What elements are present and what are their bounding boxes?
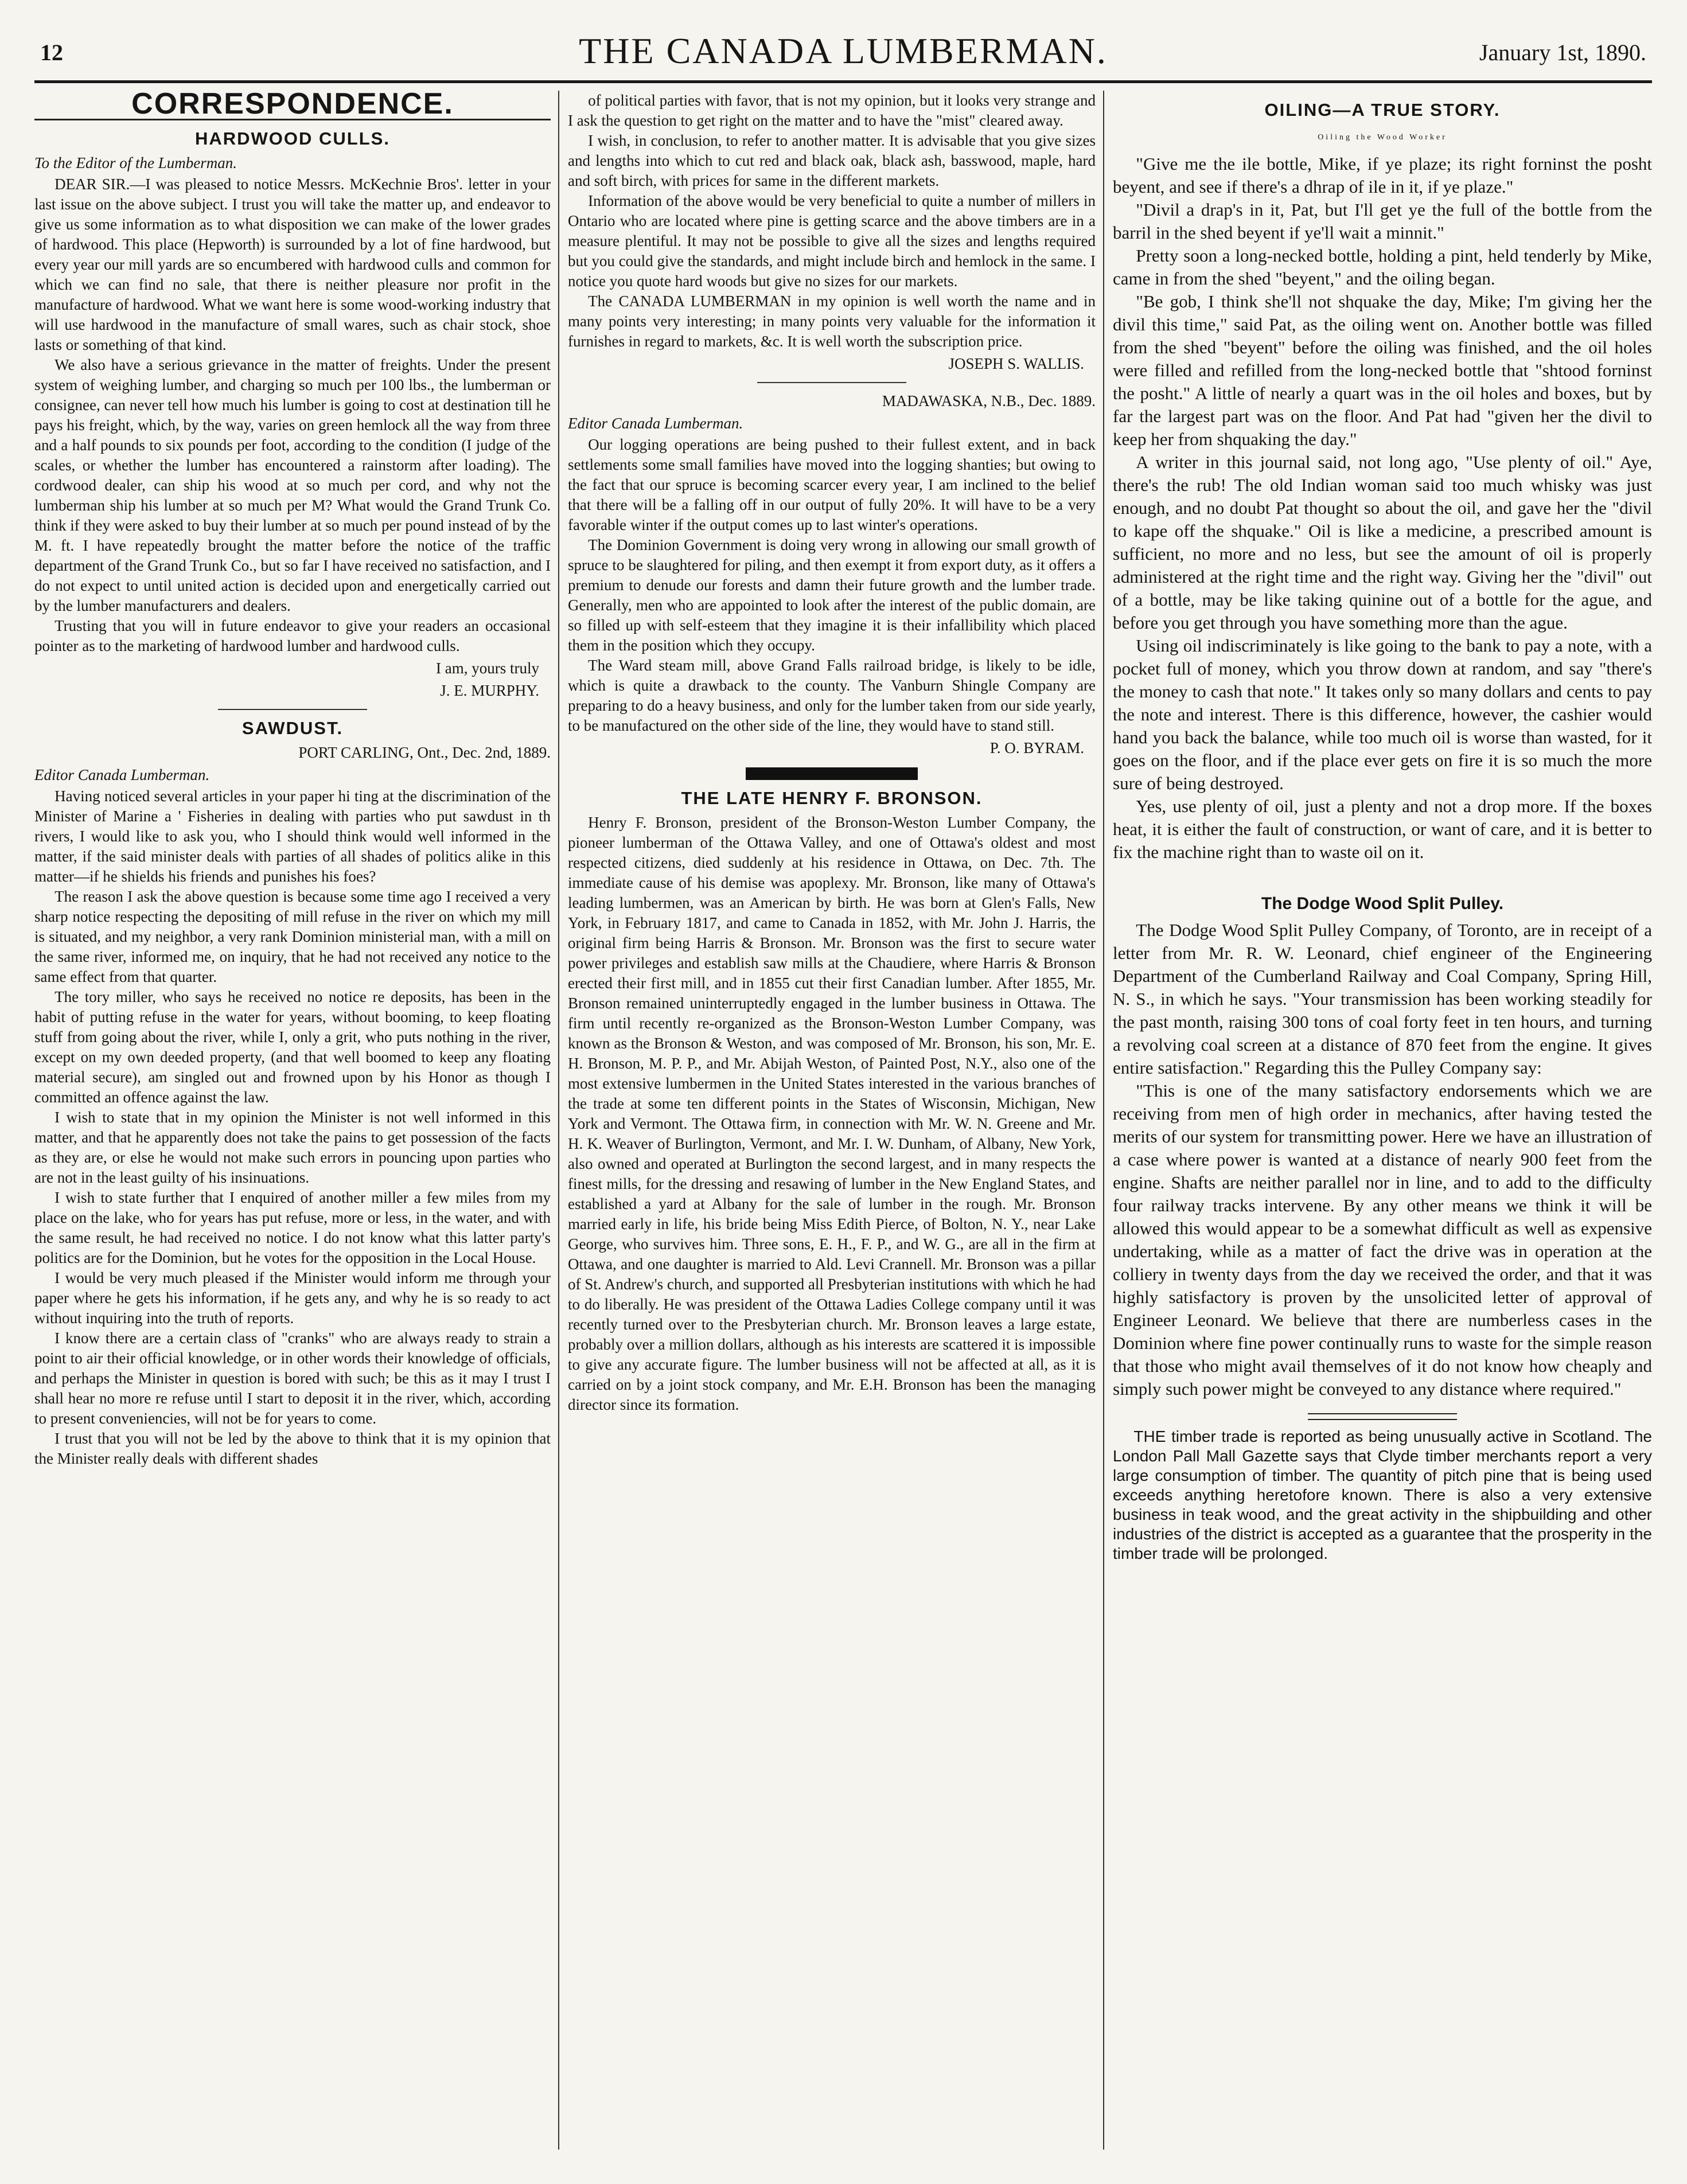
divider [218,709,367,710]
article-heading: HARDWOOD CULLS. [195,128,390,149]
divider [1308,1413,1457,1420]
paragraph: Using oil indiscriminately is like going to the bank to pay a note, with a pocket full of money, which you throw down at random, and say "there's the money to cash that note." It takes only so many dollars and cents to pay the note and interest. There is this difference, however, the cashier would hand you back the balance, while too much oil is worse than wasted, for it goes on the floor, and if the place ever gets on fire it is so much the more sure of being destroyed. [1113,635,1652,793]
spacer [1113,864,1652,887]
column-rule [1103,91,1104,2150]
dateline: MADAWASKA, N.B., Dec. 1889. [882,392,1096,410]
column-1 [34,91,551,2150]
paragraph: The Dodge Wood Split Pulley Company, of Toronto, are in receipt of a letter from Mr. R. W. Leonard, chief engineer of the Engineering Department of the Cumberland Railway and Coal Company, Spring Hill, N. S., in which he says. "Your transmission has been working steadily for the past month, raising 300 tons of coal forty feet in ten hours, and turning a revolving coal screen at a distance of 870 feet from the engine. It gives entire satisfaction." Regarding this the Pulley Company say: [1113,920,1652,1078]
paragraph: The tory miller, who says he received no notice re deposits, has been in the habit of putting refuse in the water for years, without booming, to keep floating stuff from going about the river, while I, only a grit, who puts nothing in the river, except on my own deeded property, (and that well boomed to keep any floating material secure), am singled out and frowned upon by his Honor as though I committed an offence against the law. [34,988,551,1106]
paragraph: I wish to state further that I enquired of another miller a few miles from my place on the lake, who for years has put refuse, more or less, in the water, and with the same result, he had received no notice. I do not know what this latter party's politics are for the Dominion, but he votes for the opposition in the Local House. [34,1189,551,1266]
paragraph: The Ward steam mill, above Grand Falls railroad bridge, is likely to be idle, which is quite a drawback to the county. The Vanburn Shingle Company are preparing to do a heavy business, and only for the lumber taken from our side yearly, to be manufactured on the other side of the line, they would have to stand still. [568,657,1096,734]
page-number: 12 [40,40,63,65]
paragraph: Pretty soon a long-necked bottle, holding a pint, held tenderly by Mike, came in from the shed "beyent," and the oiling began. [1113,245,1652,288]
newspaper-page [34,23,1652,2156]
paragraph: Trusting that you will in future endeavor to give your readers an occasional pointer as to the marketing of hardwood lumber and hardwood culls. [34,617,551,654]
article-heading: OILING—A TRUE STORY. [1264,100,1501,120]
dateline: PORT CARLING, Ont., Dec. 2nd, 1889. [298,744,551,761]
paragraph: "Give me the ile bottle, Mike, if ye plaze; its right forninst the posht beyent, and see if there's a dhrap of ile in it, if ye plaze." [1113,154,1652,197]
paragraph: "Be gob, I think she'll not shquake the day, Mike; I'm giving her the divil this time," said Pat, as the oiling went on. Another bottle was filled from the shed "beyent" before the oiling was finished, and the oil holes were filled and refilled from the long-necked bottle that "shtood forninst the posht." A little of nearly a quart was in the oil holes and boxes, but by far the largest part was on the floor. And Pat had "given her the divil to keep her from shquaking the day." [1113,291,1652,449]
paragraph: I would be very much pleased if the Minister would inform me through your paper where he gets his information, if he gets any, and why he is so ready to act without inquiring into the truth of reports. [34,1269,551,1327]
paragraph: The Dominion Government is doing very wrong in allowing our small growth of spruce to be slaughtered for piling, and then exempt it from export duty, as it offers a premium to denude our forests and damn their future growth and the lumber trade. Generally, men who are appointed to look after the interest of the public domain, are so filled up with self-esteem that they imagine it is their infallibility which placed them in the position which they occupy. [568,536,1096,654]
article-heading: SAWDUST. [241,718,344,738]
paragraph: Having noticed several articles in your paper hi ting at the discrimination of the Minister of Marine a ' Fisheries in dealing with parties who put sawdust in th rivers, I would like to ask you, who I should think would well informed in the matter, if the said minister deals with parties of all shades of politics alike in this matter—if he shields his friends and punishes his foes? [34,787,551,885]
paragraph: THE timber trade is reported as being unusually active in Scotland. The London Pall Mall Gazette says that Clyde timber merchants report a very large consumption of timber. The quantity of pitch pine that is being used exceeds anything heretofore known. There is also a very extensive business in teak wood, and the great activity in the shipbuilding and other industries of the district is accepted as a guarantee that the prosperity in the timber trade will be prolonged. [1113,1428,1652,1562]
paragraph: I know there are a certain class of "cranks" who are always ready to strain a point to air their official knowledge, or in other words their knowledge of officials, and perhaps the Minister in question is bored with such; be this as it may I trust I shall hear no more re refuse until I start to deposit it in the river, which, according to present conveniencies, will not be for years to come. [34,1329,551,1427]
paragraph: "Divil a drap's in it, Pat, but I'll get ye the full of the bottle from the barril in the shed beyent if ye'll wait a minnit." [1113,200,1652,243]
paragraph: I wish, in conclusion, to refer to another matter. It is advisable that you give sizes and lengths into which to cut red and black oak, black ash, basswood, maple, hard and soft birch, with prices for same in the different markets. [568,132,1096,189]
paragraph: Our logging operations are being pushed to their fullest extent, and in back settlements some small families have moved into the logging shanties; but owing to the fact that our spruce is becoming scarcer every year, I am inclined to the belief that there will be a falling off in our output of fully 20%. It will have to be a very favorable winter if the output comes up to last winter's operations. [568,436,1096,533]
issue-date: January 1st, 1890. [1479,40,1646,65]
paragraph: The CANADA LUMBERMAN in my opinion is well worth the name and in many points very interesting; in many points very valuable for the information it furnishes in regard to markets, &c. It is well worth the subscription price. [568,292,1096,350]
article-heading: The Dodge Wood Split Pulley. [1261,894,1504,913]
salutation: To the Editor of the Lumberman. [34,154,237,171]
paragraph: DEAR SIR.—I was pleased to notice Messrs. McKechnie Bros'. letter in your last issue on the above subject. I trust you will take the matter up, and endeavor to give us some information as to what disposition we can make of the lower grades of hardwood. This place (Hepworth) is surrounded by a lot of fine hardwood, but every year our mill yards are so encumbered with hardwood culls and common for which we can find no sale, that there is neither pleasure nor profit in the manufacture of hardwood. What we want here is some wood-working industry that will use hardwood in the manufacture of small wares, such as chair stock, shoe lasts or something of that kind. [34,176,551,353]
signature: P. O. BYRAM. [989,739,1084,756]
article-heading: THE LATE HENRY F. BRONSON. [681,788,983,808]
paragraph: I wish to state that in my opinion the Minister is not well informed in this matter, and that he apparently does not take the pains to get possession of the facts as they are, or else he would not make such errors in pouncing upon parties who are not in the least guilty of his insinuations. [34,1109,551,1186]
closing: I am, yours truly [436,660,539,677]
section-title: CORRESPONDENCE. [34,94,551,120]
paragraph: "This is one of the many satisfactory endorsements which we are receiving from men of high order in mechanics, after having tested the merits of our system for transmitting power. Here we have an illustration of a case where power is wanted at a distance of nearly 900 feet from the engine. Shafts are neither parallel nor in line, and to add to the difficulty four railway tracks intervene. By any other means we think it will be allowed this would appear to be a somewhat difficult as well as expensive undertaking, while as a matter of fact the drive was in operation at the colliery in twenty days from the day we received the order, and that it was highly satisfactory is proven by the unsolicited letter of approval of Engineer Leonard. We believe that there are numberless cases in the Dominion where fine power continually runs to waste for the simple reason that those who might avail themselves of it do not know how cheaply and simply such power might be conveyed to any distance where required." [1113,1081,1652,1399]
paragraph: A writer in this journal said, not long ago, "Use plenty of oil." Aye, there's the rub! The old Indian woman said too much whisky was just enough, and no doubt Pat thought so about the oil, and gave her the "divil to kape off the shquake." Oil is like a medicine, a prescribed amount is sufficient, no more and no less, but see the amount of oil is properly administered at the right time and the right way. Giving her the "divil" out of a bottle, may be like taking quinine out of a bottle for the ague, and before you get through you have something more than the ague. [1113,452,1652,633]
column-rule [558,91,559,2150]
salutation: Editor Canada Lumberman. [34,766,210,783]
divider-bar [746,767,918,780]
masthead [34,23,1652,83]
signature: J. E. MURPHY. [440,682,539,699]
column-2 [568,91,1096,2150]
divider [757,382,906,383]
byline: Oiling the Wood Worker [1318,133,1447,142]
column-3 [1113,91,1652,2150]
paragraph: of political parties with favor, that is not my opinion, but it looks very strange and I ask the question to get right on the matter and to have the "mist" cleared away. [568,92,1096,129]
salutation: Editor Canada Lumberman. [568,415,743,432]
paragraph: Henry F. Bronson, president of the Bronson-Weston Lumber Company, the pioneer lumberman of the Ottawa Valley, and one of Ottawa's oldest and most respected citizens, died suddenly at his residence in Ottawa, on Dec. 7th. The immediate cause of his demise was apoplexy. Mr. Bronson, like many of Ottawa's leading lumbermen, was an American by birth. He was born at Glen's Falls, New York, in February 1817, and came to Canada in 1852, with Mr. John J. Harris, the original firm being Harris & Bronson. Mr. Bronson was the first to secure water power privileges and establish saw mills at the Chaudiere, where Harris & Bronson erected their first mill, and in 1855 cut their first Canadian lumber. After 1855, Mr. Bronson remained uninterruptedly engaged in the lumber business in Ottawa. The firm until recently re-organized as the Bronson-Weston Lumber Company, was known as the Bronson & Weston, and was composed of Mr. Bronson, his son, Mr. E. H. Bronson, M. P. P., and Mr. Abijah Weston, of Painted Post, N.Y., also one of the most extensive lumbermen in the United States interested in the various branches of the trade at some ten different points in the States of Wisconsin, Michigan, New York and Vermont. The Ottawa firm, in connection with Mr. W. N. Greene and Mr. H. K. Weaver of Burlington, Vermont, and Mr. I. W. Dunham, of Albany, New York, also owned and operated at Burlington the second largest, and in many respects the finest mills, for the dressing and resawing of lumber in the New England States, and established a yard at Albany for the sale of lumber in the rough. Mr. Bronson married early in life, his bride being Miss Edith Pierce, of Bolton, N. Y., near Lake George, who survives him. Three sons, E. H., F. P., and W. G., are all in the firm at Ottawa, and one daughter is married to Ald. Levi Crannell. Mr. Bronson was a pillar of St. Andrew's church, and supported all Presbyterian institutions with which he had to do liberally. He was president of the Ottawa Ladies College company until it was recently turned over to the Presbyterian church. Mr. Bronson leaves a large estate, probably over a million dollars, although as his interests are scattered it is impossible to give any accurate figure. The lumber business will not be affected at all, as it is carried on by a joint stock company, and Mr. E.H. Bronson has been the managing director since its formation. [568,814,1096,1413]
paragraph: I trust that you will not be led by the above to think that it is my opinion that the Minister really deals with different shades [34,1430,551,1467]
newspaper-title: THE CANADA LUMBERMAN. [579,30,1108,71]
paragraph: The reason I ask the above question is because some time ago I received a very sharp notice respecting the depositing of mill refuse in the river on which my mill is situated, and my neighbor, a very rank Dominion ministerial man, with a mill on the same river, informed me, on inquiry, that he had not received any notice to the same effect from that quarter. [34,888,551,985]
paragraph: We also have a serious grievance in the matter of freights. Under the present system of weighing lumber, and charging so much per 100 lbs., the lumberman or consignee, can never tell how much his lumber is going to cost at destination till he pays his freight, which, by the way, varies on green hemlock all the way from three and a half pounds to six pounds per foot, according to the condition (I judge of the scales, or whether the lumber has encountered a rainstorm after loading). The cordwood dealer, can ship his wood at so much per cord, and why not the lumberman ship his lumber at so much per M? What would the Grand Trunk Co. think if they were asked to buy their lumber at so much per pound instead of by the M. ft. I have repeatedly brought the matter before the notice of the traffic department of the Grand Trunk Co., but so far I have received no satisfaction, and I do not expect to until united action is decided upon and energetically carried out by the lumber manufacturers and dealers. [34,356,551,614]
signature: JOSEPH S. WALLIS. [948,355,1084,372]
paragraph: Information of the above would be very beneficial to quite a number of millers in Ontario who are located where pine is getting scarce and the above timbers are in a measure plentiful. It may not be possible to give all the sizes and lengths required but you could give the standards, and might include birch and hemlock in the same. I notice you quote hard woods but give no sizes for our markets. [568,192,1096,290]
paragraph: Yes, use plenty of oil, just a plenty and not a drop more. If the boxes heat, it is either the fault of construction, or want of care, and it is better to fix the machine right than to waste oil on it. [1113,796,1652,862]
